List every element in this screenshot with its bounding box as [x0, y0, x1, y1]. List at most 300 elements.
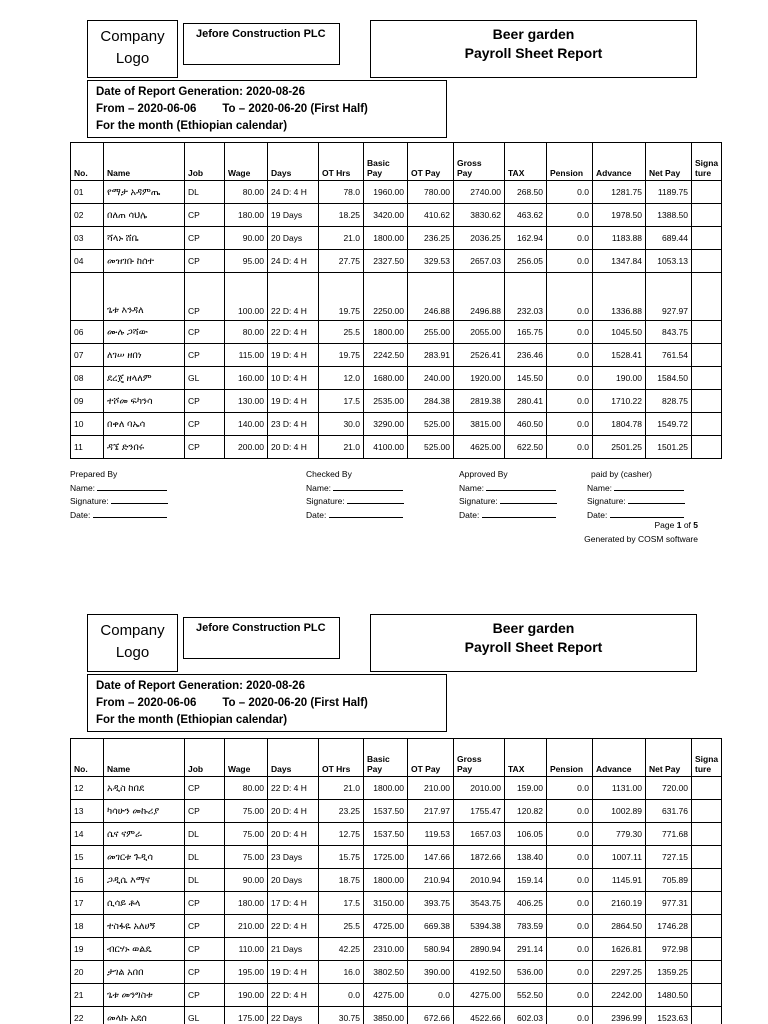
table-cell: 110.00 — [225, 938, 268, 961]
table-row — [71, 777, 722, 800]
table-cell: 1145.91 — [593, 869, 646, 892]
table-cell: 2160.19 — [593, 892, 646, 915]
table-cell: 284.38 — [408, 390, 454, 413]
table-cell: 18 — [71, 915, 104, 938]
period-line — [96, 101, 446, 118]
table-cell: 0.0 — [547, 915, 593, 938]
table-cell: 22 D: 4 H — [268, 984, 319, 1007]
name-line — [97, 481, 167, 491]
table-cell: CP — [185, 321, 225, 344]
table-cell: 1480.50 — [646, 984, 692, 1007]
table-cell: 175.00 — [225, 1007, 268, 1024]
table-row — [71, 181, 722, 204]
table-cell: 18.75 — [319, 869, 364, 892]
table-cell: 393.75 — [408, 892, 454, 915]
table-cell: DL — [185, 823, 225, 846]
table-cell: 2819.38 — [454, 390, 505, 413]
table-cell: 255.00 — [408, 321, 454, 344]
approved-by-label: Approved By — [459, 469, 508, 479]
table-row — [71, 915, 722, 938]
table-cell: 720.00 — [646, 777, 692, 800]
table-cell: 2496.88 — [454, 273, 505, 321]
table-cell: 283.91 — [408, 344, 454, 367]
checked-by-label: Checked By — [306, 469, 352, 479]
table-cell: 19 D: 4 H — [268, 961, 319, 984]
generated-by: Generated by COSM software — [584, 534, 698, 544]
table-cell: 04 — [71, 250, 104, 273]
table-cell: 16 — [71, 869, 104, 892]
report-title-box — [370, 614, 697, 672]
table-cell: 0.0 — [547, 227, 593, 250]
name-line — [486, 481, 556, 491]
table-cell: 2242.00 — [593, 984, 646, 1007]
paid-by-block — [587, 468, 685, 521]
table-cell: 0.0 — [547, 777, 593, 800]
table-cell: ሴና ናምራ — [104, 823, 185, 846]
signature-cell — [692, 227, 722, 250]
table-cell: 580.94 — [408, 938, 454, 961]
table-cell: 78.0 — [319, 181, 364, 204]
signature-cell — [692, 823, 722, 846]
table-cell: 19 D: 4 H — [268, 390, 319, 413]
table-cell: 19 D: 4 H — [268, 344, 319, 367]
col-net-pay: Net Pay — [646, 739, 692, 777]
table-cell: 12.75 — [319, 823, 364, 846]
table-cell: 0.0 — [408, 984, 454, 1007]
table-cell: 1002.89 — [593, 800, 646, 823]
table-row — [71, 846, 722, 869]
signature-line — [500, 494, 557, 504]
table-cell: CP — [185, 892, 225, 915]
table-row — [71, 961, 722, 984]
table-cell: 0.0 — [547, 321, 593, 344]
table-cell: 0.0 — [547, 273, 593, 321]
table-cell: 3150.00 — [364, 892, 408, 915]
table-cell: 0.0 — [547, 1007, 593, 1024]
period-from: From – 2020-06-06 — [96, 103, 197, 115]
signature-cell — [692, 321, 722, 344]
table-cell: 4275.00 — [454, 984, 505, 1007]
table-cell: 1800.00 — [364, 321, 408, 344]
payroll-table — [70, 142, 722, 459]
col-ot-pay: OT Pay — [408, 739, 454, 777]
table-cell: 280.41 — [505, 390, 547, 413]
table-cell: 236.25 — [408, 227, 454, 250]
col-pension: Pension — [547, 143, 593, 181]
table-cell: ካሳሁን መኩሪያ — [104, 800, 185, 823]
table-cell: 256.05 — [505, 250, 547, 273]
table-cell: ለገሠ ዘበነ — [104, 344, 185, 367]
table-cell: 22 D: 4 H — [268, 777, 319, 800]
table-cell: 4522.66 — [454, 1007, 505, 1024]
table-cell: ሙሉ ጋሻው — [104, 321, 185, 344]
table-cell: 3850.00 — [364, 1007, 408, 1024]
table-cell: 21 Days — [268, 938, 319, 961]
table-cell: DL — [185, 181, 225, 204]
table-row — [71, 938, 722, 961]
prepared-by-block — [70, 468, 168, 521]
col-basic-pay: Basic Pay — [364, 143, 408, 181]
page-number: Page 1 of 5 — [654, 520, 698, 530]
report-title: Payroll Sheet Report — [464, 45, 603, 61]
table-cell: 2310.00 — [364, 938, 408, 961]
table-cell: 0.0 — [547, 436, 593, 459]
table-cell: 1501.25 — [646, 436, 692, 459]
table-cell: 1388.50 — [646, 204, 692, 227]
table-cell: 19 Days — [268, 204, 319, 227]
table-cell: 1800.00 — [364, 777, 408, 800]
table-cell: 12 — [71, 777, 104, 800]
table-cell: 19.75 — [319, 273, 364, 321]
table-cell: 927.97 — [646, 273, 692, 321]
table-cell: ተሾመ ፍካንሳ — [104, 390, 185, 413]
table-cell: 669.38 — [408, 915, 454, 938]
table-cell: 115.00 — [225, 344, 268, 367]
report-page-2 — [0, 594, 768, 1024]
table-cell: 07 — [71, 344, 104, 367]
col-net-pay: Net Pay — [646, 143, 692, 181]
table-cell: 15 — [71, 846, 104, 869]
table-cell: 1347.84 — [593, 250, 646, 273]
table-row — [71, 436, 722, 459]
table-cell: CP — [185, 227, 225, 250]
table-cell: 22 Days — [268, 1007, 319, 1024]
period-from: From – 2020-06-06 — [96, 697, 197, 709]
table-cell: በቀለ ባኤሳ — [104, 413, 185, 436]
table-cell: 1045.50 — [593, 321, 646, 344]
date-label: Date: — [306, 509, 327, 520]
table-cell: 1281.75 — [593, 181, 646, 204]
table-cell: ሻላኑ ሸቤ — [104, 227, 185, 250]
table-cell: 1710.22 — [593, 390, 646, 413]
name-line — [614, 481, 684, 491]
table-cell: 160.00 — [225, 367, 268, 390]
table-row — [71, 204, 722, 227]
table-cell: 1872.66 — [454, 846, 505, 869]
col-days: Days — [268, 739, 319, 777]
table-cell: 2396.99 — [593, 1007, 646, 1024]
table-cell: 463.62 — [505, 204, 547, 227]
table-cell: 727.15 — [646, 846, 692, 869]
signature-cell — [692, 273, 722, 321]
col-days: Days — [268, 143, 319, 181]
table-cell: 106.05 — [505, 823, 547, 846]
checked-by-block — [306, 468, 404, 521]
table-cell: 22 — [71, 1007, 104, 1024]
table-row — [71, 250, 722, 273]
table-row — [71, 367, 722, 390]
table-cell: CP — [185, 390, 225, 413]
table-cell: 10 D: 4 H — [268, 367, 319, 390]
table-cell: 80.00 — [225, 321, 268, 344]
table-cell: ጌቱ እንዳለ — [104, 273, 185, 321]
table-cell: 217.97 — [408, 800, 454, 823]
table-cell: 1549.72 — [646, 413, 692, 436]
table-cell: 2250.00 — [364, 273, 408, 321]
table-cell: ደረጄ ዘላለም — [104, 367, 185, 390]
table-cell: 761.54 — [646, 344, 692, 367]
table-cell: 210.94 — [408, 869, 454, 892]
table-cell: CP — [185, 436, 225, 459]
table-row — [71, 344, 722, 367]
table-cell: 22 D: 4 H — [268, 915, 319, 938]
table-cell: 1657.03 — [454, 823, 505, 846]
table-cell: 0.0 — [319, 984, 364, 1007]
signature-cell — [692, 181, 722, 204]
report-site: Beer garden — [492, 26, 575, 42]
table-cell: 20 D: 4 H — [268, 436, 319, 459]
table-cell: 147.66 — [408, 846, 454, 869]
table-cell: 1626.81 — [593, 938, 646, 961]
col-pension: Pension — [547, 739, 593, 777]
col-signature: Signa ture — [692, 739, 722, 777]
table-cell: 4100.00 — [364, 436, 408, 459]
table-cell: 1978.50 — [593, 204, 646, 227]
table-cell: 3802.50 — [364, 961, 408, 984]
table-cell: CP — [185, 204, 225, 227]
table-cell: 268.50 — [505, 181, 547, 204]
table-cell: CP — [185, 250, 225, 273]
table-cell: 11 — [71, 436, 104, 459]
col-name: Name — [104, 739, 185, 777]
table-cell: 460.50 — [505, 413, 547, 436]
table-cell: 165.75 — [505, 321, 547, 344]
table-cell: 3815.00 — [454, 413, 505, 436]
table-cell: በለጠ ሳህሌ — [104, 204, 185, 227]
name-label: Name: — [587, 482, 613, 493]
table-cell: 75.00 — [225, 823, 268, 846]
table-cell: 2036.25 — [454, 227, 505, 250]
col-advance: Advance — [593, 143, 646, 181]
table-cell: DL — [185, 869, 225, 892]
col-gross-pay: Gross Pay — [454, 143, 505, 181]
table-cell: CP — [185, 777, 225, 800]
table-cell: 0.0 — [547, 823, 593, 846]
table-cell: 09 — [71, 390, 104, 413]
table-cell: 536.00 — [505, 961, 547, 984]
report-dates-box — [87, 674, 447, 732]
table-cell: CP — [185, 273, 225, 321]
table-cell: 21.0 — [319, 227, 364, 250]
table-cell: 138.40 — [505, 846, 547, 869]
period-to: To – 2020-06-20 (First Half) — [222, 697, 368, 709]
table-cell: 17.5 — [319, 390, 364, 413]
name-label: Name: — [459, 482, 485, 493]
table-cell: 631.76 — [646, 800, 692, 823]
signature-line — [628, 494, 685, 504]
col-job: Job — [185, 143, 225, 181]
table-row — [71, 892, 722, 915]
table-cell: ጌቱ መንግስቱ — [104, 984, 185, 1007]
table-cell: 2526.41 — [454, 344, 505, 367]
signature-cell — [692, 344, 722, 367]
table-cell: 03 — [71, 227, 104, 250]
table-cell: 23 Days — [268, 846, 319, 869]
table-cell: 30.0 — [319, 413, 364, 436]
table-cell: 19 — [71, 938, 104, 961]
table-cell: ዳኜ ድንበሩ — [104, 436, 185, 459]
table-cell: መላኩ አደሰ — [104, 1007, 185, 1024]
report-site: Beer garden — [492, 620, 575, 636]
table-cell: 1800.00 — [364, 227, 408, 250]
table-row — [71, 390, 722, 413]
table-cell: 2242.50 — [364, 344, 408, 367]
table-cell: ሲሳይ ቶላ — [104, 892, 185, 915]
table-cell: CP — [185, 344, 225, 367]
table-cell: 21.0 — [319, 777, 364, 800]
signature-cell — [692, 204, 722, 227]
table-cell: 145.50 — [505, 367, 547, 390]
company-name: Jefore Construction PLC — [183, 617, 340, 659]
table-cell: 2501.25 — [593, 436, 646, 459]
table-cell: 2740.00 — [454, 181, 505, 204]
table-cell: 1537.50 — [364, 823, 408, 846]
table-cell: 1336.88 — [593, 273, 646, 321]
table-cell: 24 D: 4 H — [268, 181, 319, 204]
table-cell: 410.62 — [408, 204, 454, 227]
table-cell: 672.66 — [408, 1007, 454, 1024]
table-cell: 90.00 — [225, 227, 268, 250]
table-cell: 0.0 — [547, 413, 593, 436]
table-cell: 90.00 — [225, 869, 268, 892]
table-cell: ተስፋዬ አለሀኝ — [104, 915, 185, 938]
table-cell: CP — [185, 800, 225, 823]
table-cell: 2055.00 — [454, 321, 505, 344]
table-cell: 1920.00 — [454, 367, 505, 390]
table-cell: CP — [185, 413, 225, 436]
table-cell: 27.75 — [319, 250, 364, 273]
table-cell: 291.14 — [505, 938, 547, 961]
table-cell: 390.00 — [408, 961, 454, 984]
calendar-note: For the month (Ethiopian calendar) — [96, 120, 288, 132]
table-cell: 0.0 — [547, 181, 593, 204]
table-row — [71, 273, 722, 321]
logo-text-line2: Logo — [115, 644, 150, 661]
table-cell: ታገል አበበ — [104, 961, 185, 984]
table-cell: 140.00 — [225, 413, 268, 436]
date-line — [329, 508, 403, 518]
table-cell: 2657.03 — [454, 250, 505, 273]
table-cell: 0.0 — [547, 800, 593, 823]
table-cell: 08 — [71, 367, 104, 390]
table-cell: 783.59 — [505, 915, 547, 938]
table-row — [71, 413, 722, 436]
col-tax: TAX — [505, 143, 547, 181]
table-cell: 17 D: 4 H — [268, 892, 319, 915]
col-basic-pay: Basic Pay — [364, 739, 408, 777]
name-line — [333, 481, 403, 491]
col-tax: TAX — [505, 739, 547, 777]
signature-cell — [692, 367, 722, 390]
signature-cell — [692, 846, 722, 869]
signature-cell — [692, 250, 722, 273]
table-cell: 0.0 — [547, 938, 593, 961]
table-cell: 12.0 — [319, 367, 364, 390]
col-name: Name — [104, 143, 185, 181]
table-cell: 0.0 — [547, 390, 593, 413]
table-row — [71, 984, 722, 1007]
table-cell: 17.5 — [319, 892, 364, 915]
table-cell: 1960.00 — [364, 181, 408, 204]
date-label: Date: — [459, 509, 480, 520]
table-cell: ብርሃኑ ወልዴ — [104, 938, 185, 961]
table-cell: 42.25 — [319, 938, 364, 961]
table-cell: 19.75 — [319, 344, 364, 367]
table-cell: 602.03 — [505, 1007, 547, 1024]
payroll-table-continued — [70, 738, 722, 1024]
table-cell: 5394.38 — [454, 915, 505, 938]
report-title-box — [370, 20, 697, 78]
signature-label: Signature: — [306, 496, 345, 506]
table-cell: መዝገቡ ከሰተ — [104, 250, 185, 273]
table-cell: 159.00 — [505, 777, 547, 800]
date-line — [482, 508, 556, 518]
col-job: Job — [185, 739, 225, 777]
signature-cell — [692, 413, 722, 436]
table-cell: 4725.00 — [364, 915, 408, 938]
table-cell: 2535.00 — [364, 390, 408, 413]
table-cell: 159.14 — [505, 869, 547, 892]
table-cell: 80.00 — [225, 181, 268, 204]
table-cell: 18.25 — [319, 204, 364, 227]
table-cell: 3420.00 — [364, 204, 408, 227]
table-cell: መገርቱ ጉዲሳ — [104, 846, 185, 869]
logo-text-line1: Company — [100, 28, 165, 45]
report-title: Payroll Sheet Report — [464, 639, 603, 655]
col-wage: Wage — [225, 739, 268, 777]
table-cell: 24 D: 4 H — [268, 250, 319, 273]
col-wage: Wage — [225, 143, 268, 181]
col-ot-hrs: OT Hrs — [319, 739, 364, 777]
calendar-note: For the month (Ethiopian calendar) — [96, 714, 288, 726]
col-no: No. — [71, 143, 104, 181]
table-cell: 119.53 — [408, 823, 454, 846]
logo-text-line2: Logo — [115, 50, 150, 67]
table-cell: 14 — [71, 823, 104, 846]
table-cell: 779.30 — [593, 823, 646, 846]
signature-cell — [692, 892, 722, 915]
table-cell: 0.0 — [547, 892, 593, 915]
table-cell: 190.00 — [225, 984, 268, 1007]
signature-cell — [692, 436, 722, 459]
table-cell: 2010.94 — [454, 869, 505, 892]
table-cell: 20 — [71, 961, 104, 984]
date-label: Date: — [587, 509, 608, 520]
table-row — [71, 227, 722, 250]
table-cell: 180.00 — [225, 892, 268, 915]
table-cell: 25.5 — [319, 321, 364, 344]
table-cell: 130.00 — [225, 390, 268, 413]
table-cell: 20 D: 4 H — [268, 823, 319, 846]
table-cell: 771.68 — [646, 823, 692, 846]
table-cell: 02 — [71, 204, 104, 227]
col-no: No. — [71, 739, 104, 777]
signature-cell — [692, 390, 722, 413]
table-cell: 0.0 — [547, 344, 593, 367]
table-cell: የማታ አዳምጤ — [104, 181, 185, 204]
table-cell: 622.50 — [505, 436, 547, 459]
table-cell: 0.0 — [547, 250, 593, 273]
table-cell: 210.00 — [225, 915, 268, 938]
table-cell: 1804.78 — [593, 413, 646, 436]
table-row — [71, 1007, 722, 1024]
table-cell: 195.00 — [225, 961, 268, 984]
table-cell: 190.00 — [593, 367, 646, 390]
table-cell: 232.03 — [505, 273, 547, 321]
table-row — [71, 321, 722, 344]
generation-date: Date of Report Generation: 2020-08-26 — [96, 680, 305, 692]
date-line — [93, 508, 167, 518]
